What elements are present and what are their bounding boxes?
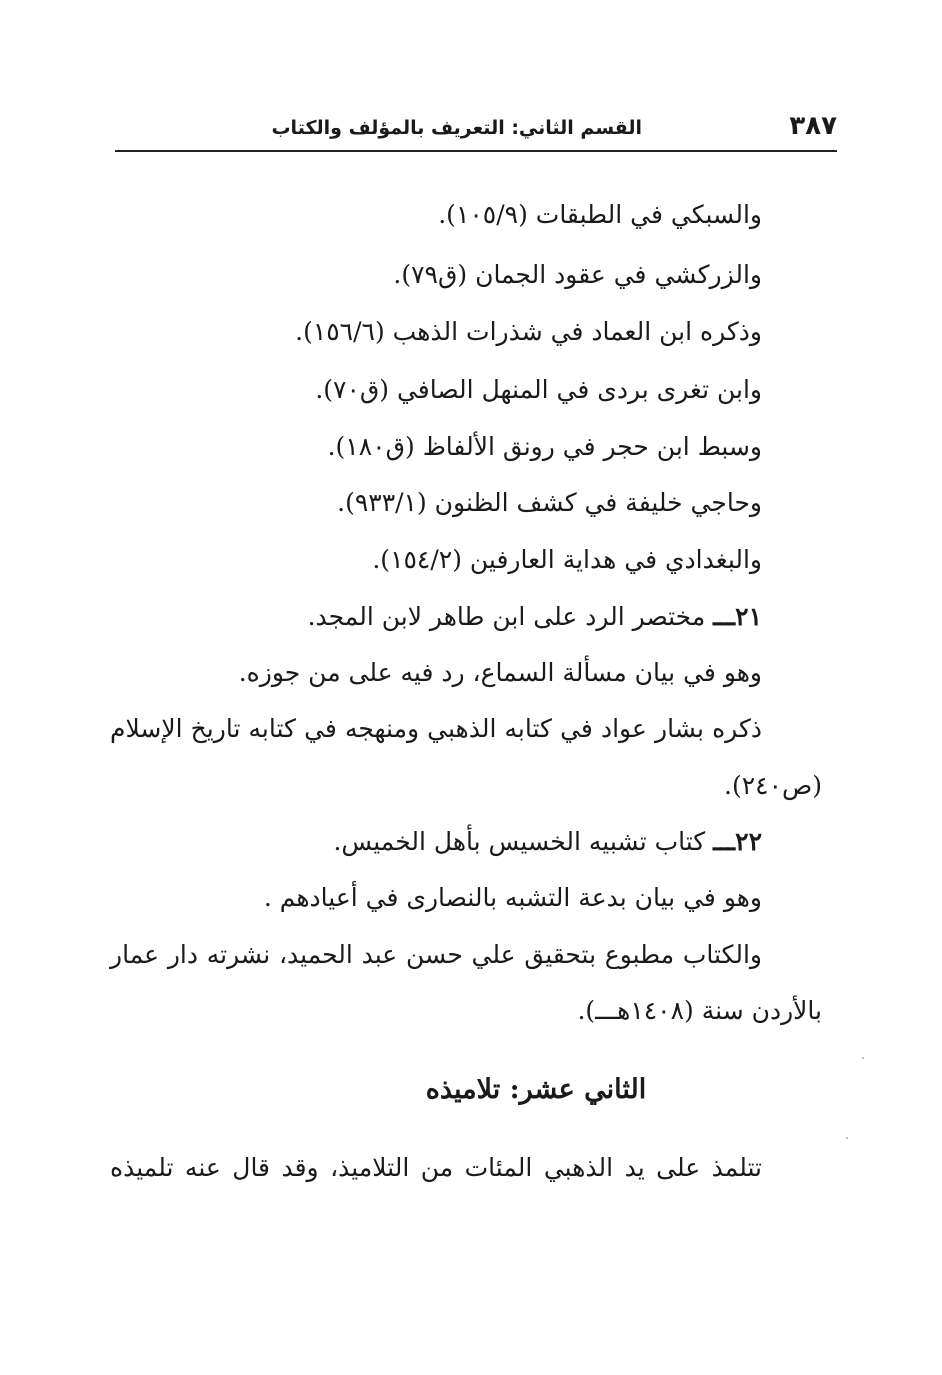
item-number: ٢٢ـــ	[713, 827, 762, 856]
text-line: والكتاب مطبوع بتحقيق علي حسن عبد الحميد، نشرته دار عمار	[110, 940, 762, 969]
running-header	[115, 108, 837, 152]
text-line: تتلمذ على يد الذهبي المئات من التلاميذ، وقد قال عنه تلميذه	[110, 1153, 762, 1182]
item-number: ٢١ـــ	[713, 602, 762, 631]
page-number: ٣٨٧	[789, 111, 837, 141]
section-heading: الثاني عشر: تلاميذه	[425, 1074, 647, 1105]
text-line: بالأردن سنة (١٤٠٨هـــ).	[577, 996, 822, 1025]
running-title: القسم الثاني: التعريف بالمؤلف والكتاب	[271, 117, 642, 139]
text-line: والسبكي في الطبقات (١٠٥/٩).	[438, 200, 762, 229]
text-line: وهو في بيان بدعة التشبه بالنصارى في أعيادهم .	[263, 883, 762, 912]
text-line: وسبط ابن حجر في رونق الألفاظ (ق١٨٠).	[327, 432, 762, 461]
item-title: مختصر الرد على ابن طاهر لابن المجد.	[307, 602, 714, 631]
scan-speck	[862, 1057, 864, 1059]
text-line: ذكره بشار عواد في كتابه الذهبي ومنهجه في كتابه تاريخ الإسلام	[110, 714, 762, 743]
text-line: (ص٢٤٠).	[724, 771, 822, 800]
text-line: وابن تغرى بردى في المنهل الصافي (ق٧٠).	[315, 375, 762, 404]
text-line: وحاجي خليفة في كشف الظنون (٩٣٣/١).	[337, 488, 762, 517]
item-title: كتاب تشبيه الخسيس بأهل الخميس.	[333, 827, 714, 856]
scan-speck	[846, 1137, 848, 1139]
list-item-21	[308, 597, 762, 637]
text-line: والزركشي في عقود الجمان (ق٧٩).	[393, 260, 762, 289]
text-line: والبغدادي في هداية العارفين (١٥٤/٢).	[372, 545, 762, 574]
text-line: وهو في بيان مسألة السماع، رد فيه على من جوزه.	[238, 658, 762, 687]
text-line: وذكره ابن العماد في شذرات الذهب (١٥٦/٦).	[295, 317, 762, 346]
list-item-22	[333, 822, 762, 862]
